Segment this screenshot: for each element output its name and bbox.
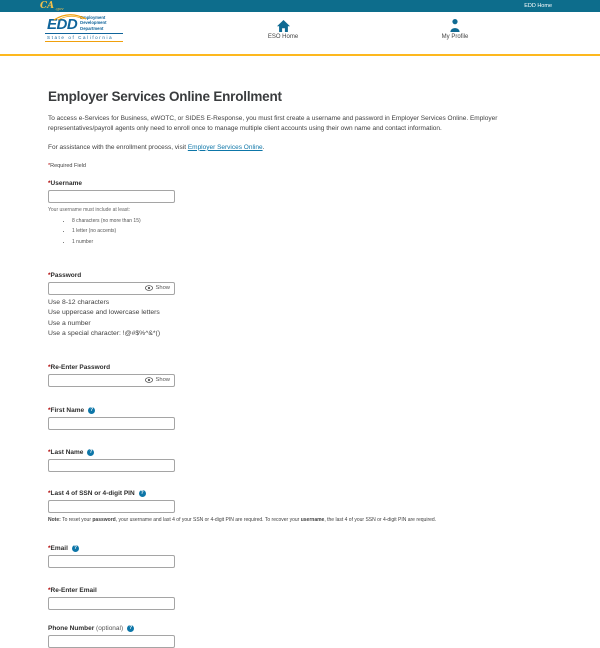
- password-show-button[interactable]: Show: [142, 285, 174, 291]
- edd-logo-divider: [45, 33, 123, 34]
- ca-gov-logo-text: CA: [40, 0, 55, 11]
- required-field-label: Required Field: [50, 162, 86, 169]
- last-name-input[interactable]: [48, 459, 175, 472]
- email-input[interactable]: [48, 555, 175, 568]
- nav-my-profile[interactable]: [423, 19, 487, 40]
- intro-paragraph: To access e-Services for Business, eWOTC, or SIDES E-Response, you must first create a username and password in Employer Services Online. Employer representatives/payroll agents only need to enroll once to manage multiple client accounts using their own name and contact information.: [48, 115, 498, 133]
- edd-logo-divider-gold: [45, 41, 123, 42]
- edd-logo-department-text: Employment Development Department: [80, 15, 107, 31]
- reenter-password-label: *Re-Enter Password: [48, 363, 111, 371]
- edd-logo-acronym: EDD: [47, 15, 78, 33]
- username-label: *Username: [48, 179, 82, 187]
- reenter-password-field-group: [48, 364, 555, 387]
- edd-home-link[interactable]: EDD Home: [524, 3, 552, 9]
- last-name-label: *Last Name ?: [48, 448, 93, 456]
- ca-gov-logo-suffix: .gov: [55, 5, 64, 11]
- site-header: [0, 12, 600, 54]
- ssn-pin-note: Note: To reset your password, your username and last 4 of your SSN or 4-digit PIN are required. To recover your username, the last 4 of your SSN or 4-digit PIN are required.: [48, 516, 437, 523]
- nav-eso-home[interactable]: [251, 19, 315, 40]
- reenter-email-field-group: [48, 587, 555, 610]
- employer-services-online-link[interactable]: Employer Services Online: [187, 143, 263, 151]
- username-field-group: [48, 180, 555, 245]
- nav-my-profile-label: My Profile: [441, 34, 469, 40]
- reenter-password-input-wrap: [48, 374, 175, 387]
- home-icon: [251, 19, 315, 32]
- last-name-help-icon[interactable]: ?: [89, 448, 93, 455]
- phone-label: Phone Number (optional) ?: [48, 624, 133, 632]
- first-name-input[interactable]: [48, 417, 175, 430]
- eye-icon: [145, 285, 153, 291]
- reenter-email-input[interactable]: [48, 597, 175, 610]
- edd-logo-tagline: State of California: [47, 34, 114, 40]
- ca-gov-logo[interactable]: [40, 2, 64, 11]
- main-content: [0, 56, 600, 648]
- username-rules-list: [72, 218, 555, 245]
- first-name-help-icon[interactable]: ?: [90, 406, 94, 413]
- edd-logo-swoosh-icon: [53, 14, 87, 21]
- password-input-wrap: [48, 282, 175, 295]
- phone-field-group: [48, 625, 555, 648]
- email-label: *Email ?: [48, 544, 77, 552]
- eye-icon: [145, 377, 153, 383]
- first-name-label: *First Name ?: [48, 406, 94, 414]
- password-rules: Use 8-12 characters Use uppercase and lowercase letters Use a number Use a special character: !@#$%^&*(): [48, 298, 161, 338]
- ssn-pin-field-group: [48, 490, 555, 523]
- username-input[interactable]: [48, 190, 175, 203]
- email-help-icon[interactable]: ?: [73, 544, 77, 551]
- password-label: *Password: [48, 271, 82, 279]
- username-rules-intro: Your username must include at least:: [48, 206, 131, 213]
- password-input[interactable]: [49, 283, 142, 293]
- reenter-password-input[interactable]: [49, 375, 142, 385]
- phone-input[interactable]: [48, 635, 175, 648]
- email-field-group: [48, 545, 555, 568]
- ssn-pin-label: *Last 4 of SSN or 4-digit PIN ?: [48, 489, 144, 497]
- edd-logo[interactable]: [45, 15, 123, 42]
- required-field-note: [48, 163, 555, 169]
- ssn-pin-input[interactable]: [48, 500, 175, 513]
- username-rule: • 8 characters (no more than 15): [72, 218, 555, 224]
- password-field-group: [48, 272, 555, 340]
- reenter-email-label: *Re-Enter Email: [48, 586, 97, 594]
- last-name-field-group: [48, 449, 555, 472]
- ssn-pin-help-icon[interactable]: ?: [140, 489, 144, 496]
- username-rule: • 1 letter (no accents): [72, 228, 555, 234]
- assistance-prefix: For assistance with the enrollment process, visit: [48, 143, 188, 151]
- nav-eso-home-label: ESO Home: [267, 34, 299, 40]
- person-icon: [423, 19, 487, 32]
- assistance-line: [48, 144, 555, 151]
- required-marker: *: [48, 162, 51, 169]
- first-name-field-group: [48, 407, 555, 430]
- top-utility-bar: [0, 0, 600, 12]
- reenter-password-show-button[interactable]: Show: [142, 377, 174, 383]
- phone-optional-label: (optional): [96, 624, 124, 632]
- phone-help-icon[interactable]: ?: [129, 624, 133, 631]
- page-title: Employer Services Online Enrollment: [48, 89, 282, 104]
- username-rule: • 1 number: [72, 239, 555, 245]
- assistance-suffix: .: [262, 143, 265, 151]
